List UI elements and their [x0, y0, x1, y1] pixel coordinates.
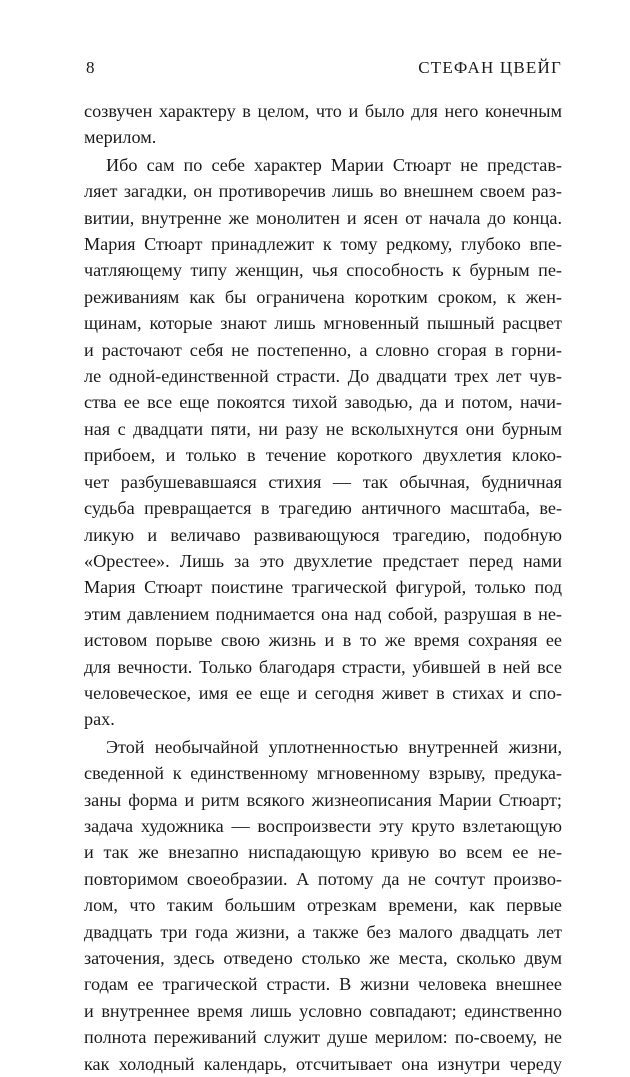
text-line: годам ее трагической страсти. В жизни человека внешнее [84, 974, 562, 995]
text-line: «Орестее». Лишь за это двухлетие предстает перед нами [84, 550, 562, 571]
text-line: этим давлением поднимается она над собой, разрушая в не- [84, 603, 562, 624]
text-line: судьба превращается в трагедию античного масштаба, ве- [84, 498, 562, 519]
book-page [84, 50, 562, 1077]
text-line: заточения, здесь отведено столько же места, сколько двум [84, 948, 562, 968]
text-line: и расточают себя не постепенно, а словно сгорая в горни- [84, 339, 562, 360]
text-line: рах. [84, 709, 115, 730]
text-line: прибоем, и только в течение короткого двухлетия клоко- [84, 445, 562, 466]
text-line: ная с двадцати пяти, ни разу не всколыхнутся они бурным [84, 418, 562, 439]
text-line: мерилом. [84, 127, 157, 148]
paragraph [84, 98, 562, 151]
text-line: Мария Стюарт поистине трагической фигурой, только под [84, 577, 562, 598]
body-text [84, 98, 562, 1077]
text-line: двадцать три года жизни, а также без малого двадцать лет [84, 921, 562, 942]
paragraph [84, 734, 562, 1077]
text-line: ликую и величаво развивающуюся трагедию, подобную [84, 524, 562, 545]
text-line: человеческое, имя ее еще и сегодня живет в стихах и спо- [84, 682, 562, 703]
text-line: задача художника — воспроизвести эту круто взлетающую [84, 815, 562, 836]
text-line: витии, внутренне же монолитен и ясен от начала до конца. [84, 207, 562, 228]
text-line: ле одной-единственной страсти. До двадцати трех лет чув- [84, 366, 562, 387]
page-header [84, 50, 562, 84]
text-line: созвучен характеру в целом, что и было для него конечным [84, 101, 562, 121]
text-line: Ибо сам по себе характер Марии Стюарт не представ- [106, 154, 562, 175]
text-line: ляет загадки, он противоречив лишь во внешнем своем раз- [84, 181, 562, 202]
text-line: для вечности. Только благодаря страсти, убившей в ней все [84, 656, 562, 677]
paragraph [84, 152, 562, 733]
text-line: ства ее все еще покоятся тихой заводью, да и потом, начи- [84, 392, 562, 413]
text-line: щинам, которые знают лишь мгновенный пышный расцвет [84, 313, 562, 334]
text-line: чет разбушевавшаяся стихия — так обычная, будничная [84, 471, 562, 492]
text-line: полнота переживаний служит душе мерилом: по-своему, не [84, 1027, 562, 1048]
page-number: 8 [86, 58, 95, 77]
text-line: повторимом своеобразии. А потому да не сочтут произво- [84, 868, 562, 889]
text-line: Этой необычайной уплотненностью внутренней жизни, [106, 736, 562, 757]
text-line: сведенной к единственному мгновенному взрыву, предука- [84, 763, 562, 784]
text-line: лом, что таким большим отрезкам времени, как первые [84, 895, 562, 916]
text-line: заны форма и ритм всякого жизнеописания Марии Стюарт; [84, 789, 562, 810]
text-line: Мария Стюарт принадлежит к тому редкому, глубоко впе- [84, 234, 562, 255]
text-line: и так же внезапно ниспадающую кривую во всем ее не- [84, 842, 562, 863]
text-line: реживаниям как бы ограничена коротким сроком, к жен- [84, 286, 562, 307]
running-title: СТЕФАН ЦВЕЙГ [418, 58, 562, 77]
text-line: как холодный календарь, отсчитывает она изнутри череду [84, 1053, 562, 1074]
text-line: и внутреннее время лишь условно совпадают; единственно [84, 1000, 562, 1021]
text-line: чатляющему типу женщин, чья способность к бурным пе- [84, 260, 562, 281]
text-line: истовом порыве свою жизнь и в то же время сохраняя ее [84, 630, 562, 651]
